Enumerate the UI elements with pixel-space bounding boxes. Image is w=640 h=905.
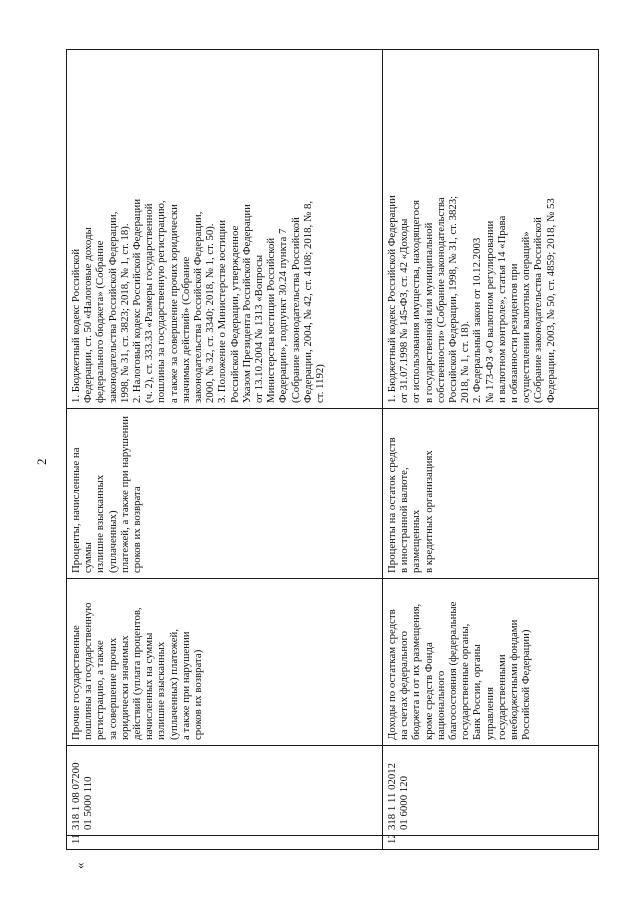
revenue-description: Проценты, начисленные на суммы излишне взысканных (уплаченных) платежей, а также при нарушении сроков их возврата	[67, 409, 383, 579]
budget-classification-code: 318 1 11 02012 01 6000 120	[383, 746, 599, 836]
budget-classification-code: 318 1 08 07200 01 5000 110	[67, 746, 383, 836]
revenue-name: Доходы по остаткам средств на счетах федерального бюджета и от их размещения, кроме средств Фонда национального благосостояния (федеральные государственные органы, Банк России, органы управления государственными внебюджетными фондами Российской Федерации)	[383, 579, 599, 746]
row-number: 11	[67, 836, 383, 850]
revenue-table	[66, 49, 599, 850]
continuation-mark: «	[72, 862, 87, 869]
page-number: 2	[34, 458, 49, 465]
revenue-name: Прочие государственные пошлины за государственную регистрацию, а также за совершение прочих юридически значимых действий (уплата процентов, начисленных на суммы излишне взысканных (уплаченных) платежей, а также при нарушении сроков их возврата)	[67, 579, 383, 746]
legal-basis: 1. Бюджетный кодекс Российской Федерации, ст. 50 «Налоговые доходы федерального бюджета» (Собрание законодательства Российской Федерации, 1998, № 31, ст. 3823; 2018, № 1, ст. 18). 2. Налоговый кодекс Российской Федерации (ч. 2), ст. 333.33 «Размеры государственной пошлины за государственную регистрацию, а также за совершение прочих юридически значимых действий» (Собрание законодательства Российской Федерации, 2000, № 32, ст. 3340; 2018, № 1, ст. 50). 3. Положение о Министерстве юстиции Российской Федерации, утвержденное Указом Президента Российской Федерации от 13.10.2004 № 1313 «Вопросы Министерства юстиции Российской Федерации», подпункт 30.24 пункта 7 (Собрание законодательства Российской Федерации, 2004, № 42, ст. 4108; 2018, № 8, ст. 1192)	[67, 50, 383, 409]
legal-basis: 1. Бюджетный кодекс Российской Федерации от 31.07.1998 № 145-ФЗ, ст. 42 «Доходы от использования имущества, находящегося в государственной или муниципальной собственности» (Собрание законодательства Российской Федерации, 1998, № 31, ст. 3823; 2018, № 1, ст. 18). 2. Федеральный закон от 10.12.2003 № 173-ФЗ «О валютном регулировании и валютном контроле», статья 14 «Права и обязанности резидентов при осуществлении валютных операций» (Собрание законодательства Российской Федерации, 2003, № 50, ст. 4859; 2018, № 53	[383, 50, 599, 409]
table-row	[383, 50, 599, 850]
row-number: 12	[383, 836, 599, 850]
table-row	[67, 50, 383, 850]
revenue-description: Проценты на остаток средств в иностранной валюте, размещенных в кредитных организациях	[383, 409, 599, 579]
